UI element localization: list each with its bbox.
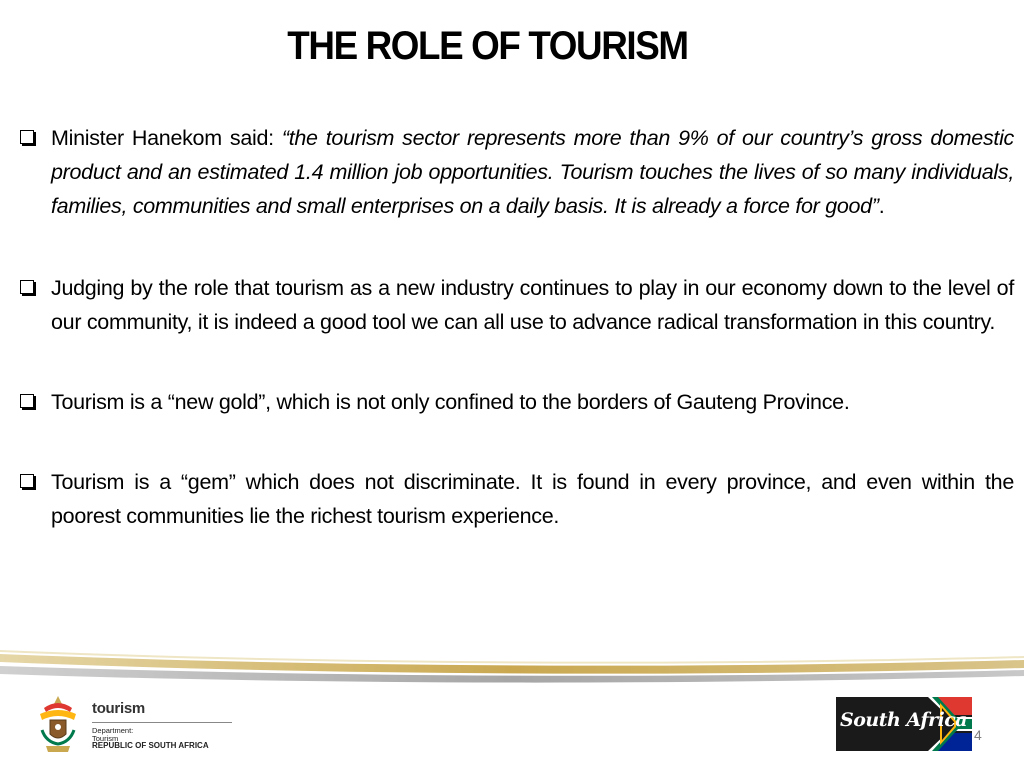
page-number: 4 — [974, 727, 982, 743]
coat-of-arms-icon — [36, 694, 80, 756]
checkbox-bullet-icon — [20, 130, 34, 144]
tourism-brand-word: tourism — [92, 700, 145, 717]
bullet-list — [18, 121, 1014, 533]
republic-label: REPUBLIC OF SOUTH AFRICA — [92, 741, 209, 750]
checkbox-bullet-icon — [20, 394, 34, 408]
brand-divider — [92, 722, 232, 723]
south-africa-brand-logo — [836, 697, 972, 751]
bullet-tail-text: . — [878, 194, 885, 218]
department-of-tourism-logo — [36, 694, 226, 756]
decorative-swoosh — [0, 640, 1024, 690]
south-africa-logo-text: South Africa — [840, 709, 968, 731]
minister-quote-text: “the tourism sector represents more than 9% of our country’s gross domestic product and an estimated 1.4 million job opportunities. Tourism touches the lives of so many individuals, families, communities and small enterprises on a daily basis. It is already a force for good” — [51, 126, 1014, 218]
bullet-lead-text: Minister Hanekom said: — [51, 126, 282, 150]
bullet-item-new-gold — [18, 385, 1014, 419]
slide-title: THE ROLE OF TOURISM — [287, 24, 688, 68]
bullet-item-minister-quote — [18, 121, 1014, 223]
checkbox-bullet-icon — [20, 280, 34, 294]
bullet-item-role-of-tourism — [18, 271, 1014, 339]
dept-label: Department: — [92, 726, 134, 735]
bullet-item-gem — [18, 465, 1014, 533]
bullet-text: Judging by the role that tourism as a new industry continues to play in our economy down to the level of our community, it is indeed a good tool we can all use to advance radical transformation in this country. — [51, 276, 1014, 334]
dept-name: Tourism — [92, 734, 119, 743]
checkbox-bullet-icon — [20, 474, 34, 488]
bullet-text: Tourism is a “new gold”, which is not only confined to the borders of Gauteng Province. — [51, 390, 850, 414]
bullet-text: Tourism is a “gem” which does not discriminate. It is found in every province, and even within the poorest communities lie the richest tourism experience. — [51, 470, 1014, 528]
